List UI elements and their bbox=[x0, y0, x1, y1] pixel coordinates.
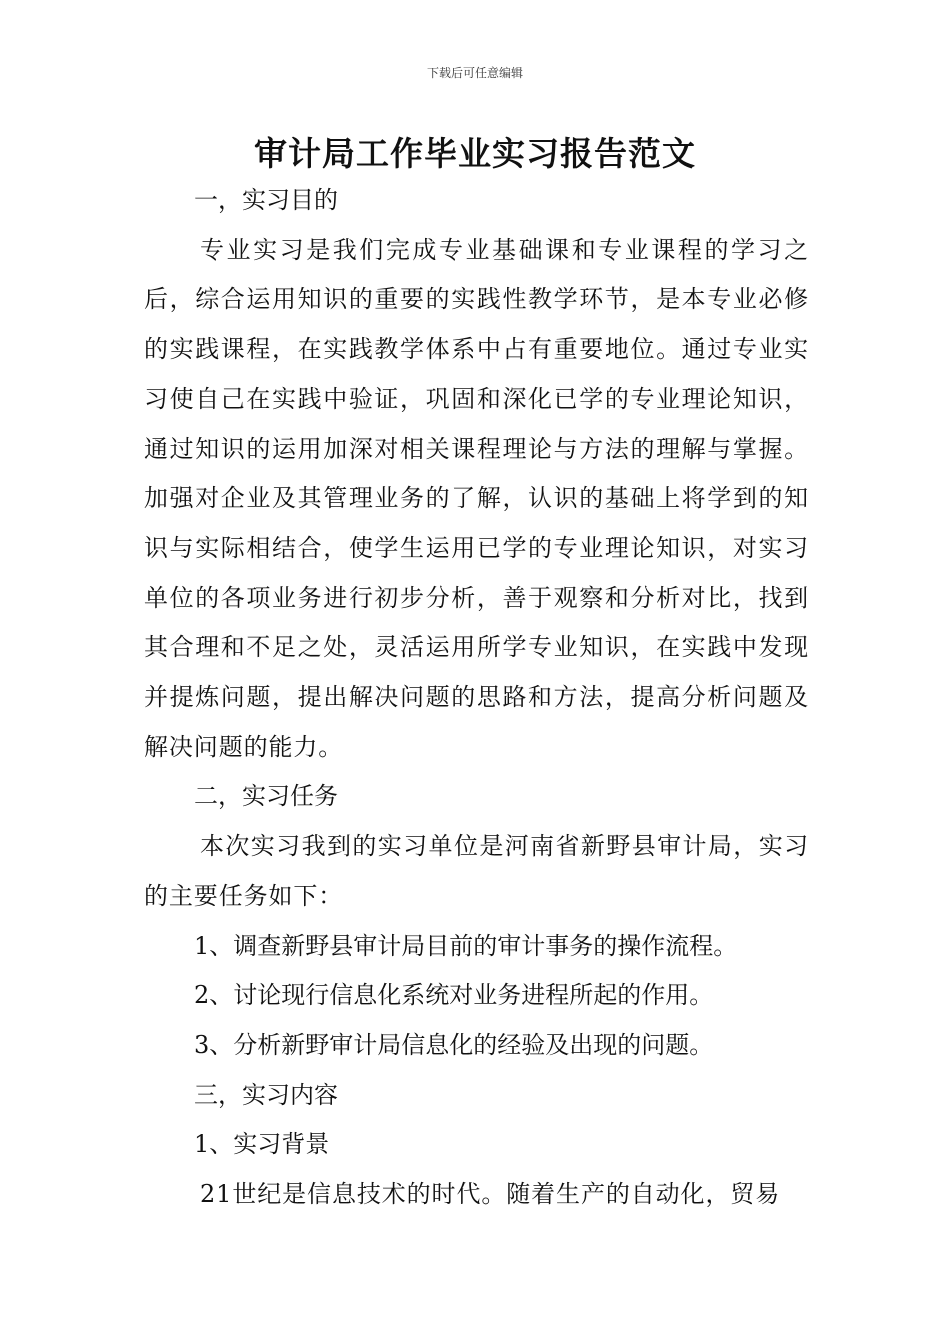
task-list-item-1: 1、调查新野县审计局目前的审计事务的操作流程。 bbox=[194, 931, 738, 960]
page-header-note: 下载后可任意编辑 bbox=[426, 66, 523, 80]
section-heading-purpose: 一，实习目的 bbox=[194, 186, 338, 214]
paragraph-tasks: 本次实习我到的实习单位是河南省新野县审计局，实习的主要任务如下： bbox=[144, 832, 809, 910]
document-title: 审计局工作毕业实习报告范文 bbox=[254, 134, 696, 173]
paragraph-purpose: 专业实习是我们完成专业基础课和专业课程的学习之后，综合运用知识的重要的实践性教学环节，是本专业必修的实践课程，在实践教学体系中占有重要地位。通过专业实习使自己在实践中验证，巩固和深化已学的专业理论知识，通过知识的运用加深对相关课程理论与方法的理解与掌握。加强对企业及其管理业务的了解，认识的基础上将学到的知识与实际相结合，使学生运用已学的专业理论知识，对实习单位的各项业务进行初步分析，善于观察和分析对比，找到其合理和不足之处，灵活运用所学专业知识，在实践中发现并提炼问题，提出解决问题的思路和方法，提高分析问题及解决问题的能力。 bbox=[144, 235, 809, 761]
document-body bbox=[144, 176, 809, 1220]
paragraph-background: 21世纪是信息技术的时代。随着生产的自动化，贸易 bbox=[200, 1180, 781, 1209]
subsection-heading-background: 1、实习背景 bbox=[194, 1130, 330, 1159]
section-heading-tasks: 二，实习任务 bbox=[194, 782, 338, 811]
task-list-item-2: 2、讨论现行信息化系统对业务进程所起的作用。 bbox=[194, 981, 714, 1010]
task-list-item-3: 3、分析新野审计局信息化的经验及出现的问题。 bbox=[194, 1030, 714, 1059]
section-heading-content: 三，实习内容 bbox=[194, 1080, 338, 1109]
